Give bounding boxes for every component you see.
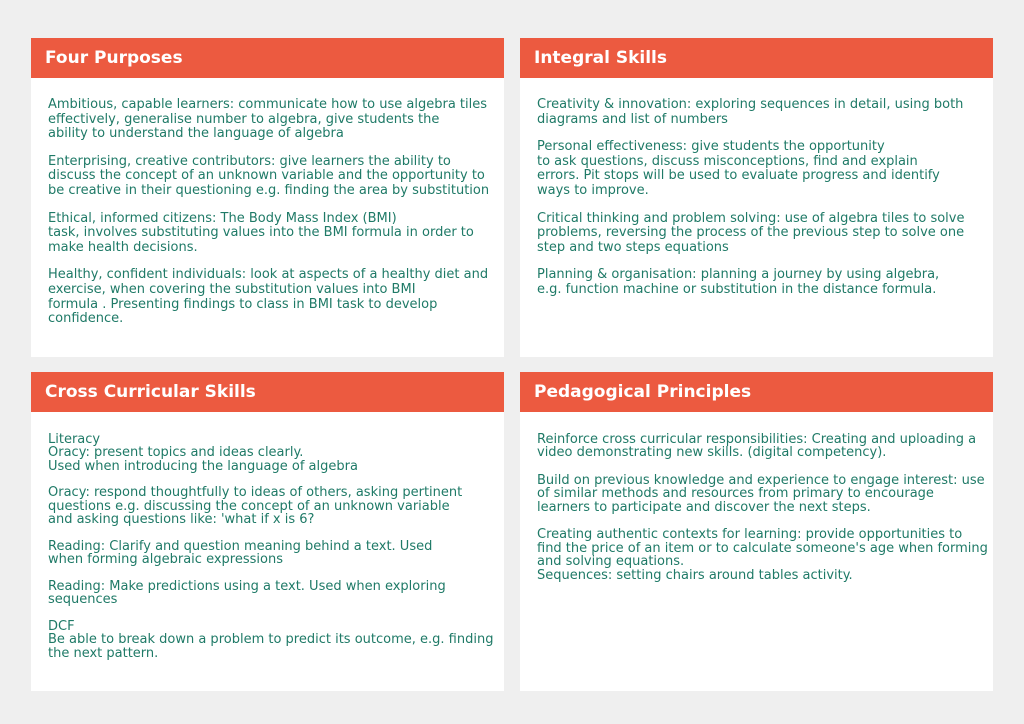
text-line: Enterprising, creative contributors: give learners the ability to (48, 153, 451, 169)
paragraph (537, 473, 985, 515)
panel-body (31, 412, 504, 660)
text-line: Ethical, informed citizens: The Body Mass Index (BMI) (48, 210, 397, 226)
paragraph (48, 486, 488, 526)
panel-body (520, 78, 993, 298)
text-line: Reading: Make predictions using a text. Used when exploring (48, 578, 446, 594)
text-line: Sequences: setting chairs around tables activity. (537, 567, 853, 583)
text-line: video demonstrating new skills. (digital competency). (537, 445, 887, 461)
text-line: Reinforce cross curricular responsibilities: Creating and uploading a (537, 432, 977, 447)
text-line: ability to understand the language of algebra (48, 126, 344, 142)
text-line: problems, reversing the process of the previous step to solve one (537, 225, 965, 241)
text-line: Literacy (48, 432, 101, 447)
panel-pedagogical-principles (520, 372, 993, 691)
text-line: questions e.g. discussing the concept of an unknown variable (48, 498, 450, 514)
paragraph (48, 155, 488, 199)
paragraph (537, 140, 977, 198)
text-line: Planning & organisation: planning a journey by using algebra, (537, 267, 940, 283)
paragraph (537, 527, 988, 570)
text-line: exercise, when covering the substitution values into BMI (48, 281, 416, 297)
text-line: sequences (48, 592, 118, 608)
paragraph (48, 212, 488, 256)
paragraph (48, 268, 488, 326)
paragraph (48, 580, 488, 607)
text-line: Creating authentic contexts for learning: provide opportunities to (537, 527, 963, 543)
panel-integral-skills (520, 38, 993, 357)
panel-title: Integral Skills (520, 38, 993, 78)
paragraph (48, 618, 494, 661)
text-line: DCF (48, 618, 75, 634)
text-line: Build on previous knowledge and experience to engage interest: use (537, 473, 985, 488)
text-line: discuss the concept of an unknown variable and the opportunity to (48, 168, 485, 184)
text-line: and solving equations. (537, 554, 685, 570)
paragraph (537, 268, 977, 297)
text-line: e.g. function machine or substitution in the distance formula. (537, 281, 937, 297)
paragraph (537, 433, 977, 460)
text-line: make health decisions. (48, 239, 198, 255)
panel-title: Four Purposes (31, 38, 504, 78)
paragraph (48, 98, 488, 142)
text-line: effectively, generalise number to algebra, give students the (48, 111, 440, 127)
text-line: formula . Presenting findings to class in BMI task to develop (48, 296, 438, 312)
text-line: find the price of an item or to calculate someone's age when forming (537, 540, 988, 556)
panel-body (31, 78, 504, 327)
panel-title: Cross Curricular Skills (31, 372, 504, 412)
text-line: ways to improve. (537, 182, 649, 198)
text-line: Oracy: present topics and ideas clearly. (48, 445, 304, 461)
text-line: Used when introducing the language of algebra (48, 458, 358, 474)
paragraph (48, 433, 488, 473)
text-line: Healthy, confident individuals: look at aspects of a healthy diet and (48, 267, 489, 283)
paragraph (48, 540, 488, 567)
text-line: step and two steps equations (537, 239, 729, 255)
paragraph (537, 98, 977, 127)
paragraph (537, 212, 977, 256)
text-line: Reading: Clarify and question meaning behind a text. Used (48, 538, 433, 554)
panel-body (520, 412, 993, 582)
text-line: Personal effectiveness: give students the opportunity (537, 139, 885, 155)
text-line: of similar methods and resources from primary to encourage (537, 486, 934, 502)
text-line: task, involves substituting values into the BMI formula in order to (48, 225, 474, 241)
text-line: Be able to break down a problem to predict its outcome, e.g. finding (48, 632, 494, 648)
text-line: Oracy: respond thoughtfully to ideas of others, asking pertinent (48, 485, 463, 501)
text-line: to ask questions, discuss misconceptions, find and explain (537, 153, 918, 169)
paragraph (537, 569, 977, 582)
panel-four-purposes (31, 38, 504, 357)
text-line: Creativity & innovation: exploring sequences in detail, using both (537, 97, 964, 112)
text-line: Ambitious, capable learners: communicate how to use algebra tiles (48, 97, 488, 112)
text-line: be creative in their questioning e.g. finding the area by substitution (48, 182, 490, 198)
text-line: confidence. (48, 311, 124, 327)
text-line: when forming algebraic expressions (48, 552, 283, 568)
text-line: Critical thinking and problem solving: use of algebra tiles to solve (537, 210, 965, 226)
text-line: errors. Pit stops will be used to evaluate progress and identify (537, 168, 940, 184)
text-line: the next pattern. (48, 645, 159, 661)
panel-cross-curricular-skills (31, 372, 504, 691)
text-line: and asking questions like: 'what if x is 6? (48, 512, 315, 528)
text-line: diagrams and list of numbers (537, 111, 728, 127)
text-line: learners to participate and discover the next steps. (537, 499, 871, 515)
panel-title: Pedagogical Principles (520, 372, 993, 412)
